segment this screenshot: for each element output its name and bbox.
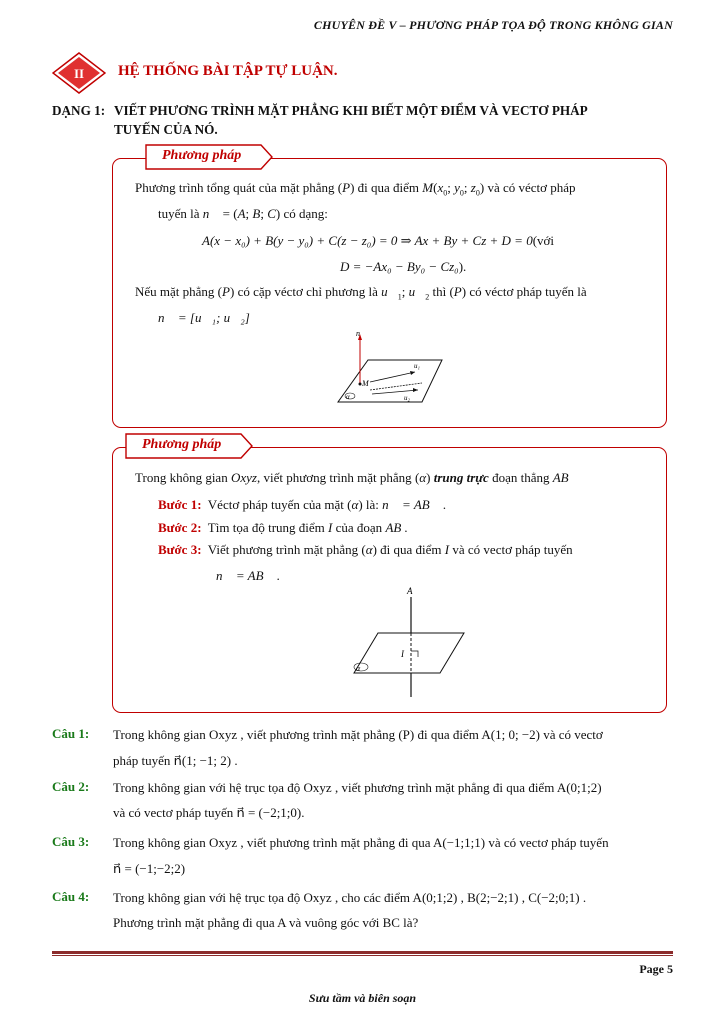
dang-label: DẠNG 1: xyxy=(52,103,106,118)
box1-para4: n⃗ = [u⃗₁; u⃗₂] xyxy=(158,310,250,325)
question-1-label: Câu 1: xyxy=(52,726,90,741)
footer-rule xyxy=(52,951,673,954)
fig2-A-label: A xyxy=(407,586,413,596)
question-1-line1: Trong không gian Oxyz , viết phương trình mặt phẳng (P) đi qua điểm A(1; 0; −2) và có vectơ xyxy=(113,727,603,742)
question-3-label: Câu 3: xyxy=(52,834,90,849)
plane-figure-1 xyxy=(330,328,450,408)
fig2-I-label: I xyxy=(401,649,404,659)
footer-rule-thin xyxy=(52,955,673,956)
box1-para1: Phương trình tổng quát của mặt phẳng (P) đi qua điểm $M(x_0$; $y_0$; $z_0$) và có véctơ pháp xyxy=(135,180,576,198)
section-badge xyxy=(52,52,106,94)
section-title: HỆ THỐNG BÀI TẬP TỰ LUẬN. xyxy=(118,63,338,79)
box1-eq1: A(x − x₀) + B(y − y₀) + C(z − z₀) = 0 ⇒ Ax + By + Cz + D = 0(với xyxy=(202,233,555,248)
fig1-n-label: n xyxy=(356,329,360,338)
box1-para3: Nếu mặt phẳng (P) có cặp véctơ chỉ phương là $u⃗_1$; $u⃗_2$ thì (P) có véctơ pháp tuyến là xyxy=(135,284,587,302)
box2-intro: Trong không gian Oxyz, viết phương trình mặt phẳng (α) trung trực đoạn thẳng AB xyxy=(135,470,569,485)
question-2-line2: và có vectơ pháp tuyến n⃗ = (−2;1;0). xyxy=(113,805,305,820)
box1-eq2: D = −Ax₀ − By₀ − Cz₀). xyxy=(340,259,467,274)
footer-credit: Sưu tầm và biên soạn xyxy=(308,991,417,1005)
box2-step3-vector: n⃗ = AB⃗ . xyxy=(216,568,281,583)
dang-line2: TUYẾN CỦA NÓ. xyxy=(114,122,218,137)
box2-step2: Bước 2: Tìm tọa độ trung điểm I của đoạn AB . xyxy=(158,520,408,535)
box2-step1: Bước 1: Véctơ pháp tuyến của mặt (α) là: n⃗ = AB⃗ . xyxy=(158,497,447,512)
fig1-alpha-label: α xyxy=(346,393,350,401)
question-4-line2: Phương trình mặt phẳng đi qua A và vuông góc với BC là? xyxy=(113,915,419,930)
fig1-u2-label: u₂ xyxy=(404,394,410,402)
question-4-label: Câu 4: xyxy=(52,889,90,904)
dang-line1: VIẾT PHƯƠNG TRÌNH MẶT PHẲNG KHI BIẾT MỘT ĐIỂM VÀ VECTƠ PHÁP xyxy=(114,103,588,118)
page-number: Page 5 xyxy=(639,962,673,976)
question-4-line1: Trong không gian với hệ trục tọa độ Oxyz , cho các điểm A(0;1;2) , B(2;−2;1) , C(−2;0;1) . xyxy=(113,890,587,905)
section-number: II xyxy=(73,66,85,81)
method-tag-1-label: Phương pháp xyxy=(162,148,242,163)
question-1-line2: pháp tuyến n⃗(1; −1; 2) . xyxy=(113,753,238,768)
fig1-M-label: M xyxy=(362,379,369,388)
fig1-u1-label: u₁ xyxy=(414,362,420,370)
question-3-line1: Trong không gian Oxyz , viết phương trình mặt phẳng đi qua A(−1;1;1) và có vectơ pháp tuyến xyxy=(113,835,609,850)
box1-para2: tuyến là n⃗ = (A; B; C) có dạng: xyxy=(158,206,328,221)
box2-step3: Bước 3: Viết phương trình mặt phẳng (α) đi qua điểm I và có vectơ pháp tuyến xyxy=(158,542,573,557)
page-header-title: CHUYÊN ĐỀ V – PHƯƠNG PHÁP TỌA ĐỘ TRONG KHÔNG GIAN xyxy=(313,18,673,32)
question-2-label: Câu 2: xyxy=(52,779,90,794)
question-2-line1: Trong không gian với hệ trục tọa độ Oxyz , viết phương trình mặt phẳng đi qua điểm A(0;1;2) xyxy=(113,780,602,795)
plane-figure-2 xyxy=(340,585,470,700)
method-tag-2-label: Phương pháp xyxy=(142,437,222,452)
fig2-alpha-label: α xyxy=(356,664,361,673)
dang-heading xyxy=(52,101,673,139)
question-3-line2: n⃗ = (−1;−2;2) xyxy=(113,861,186,876)
